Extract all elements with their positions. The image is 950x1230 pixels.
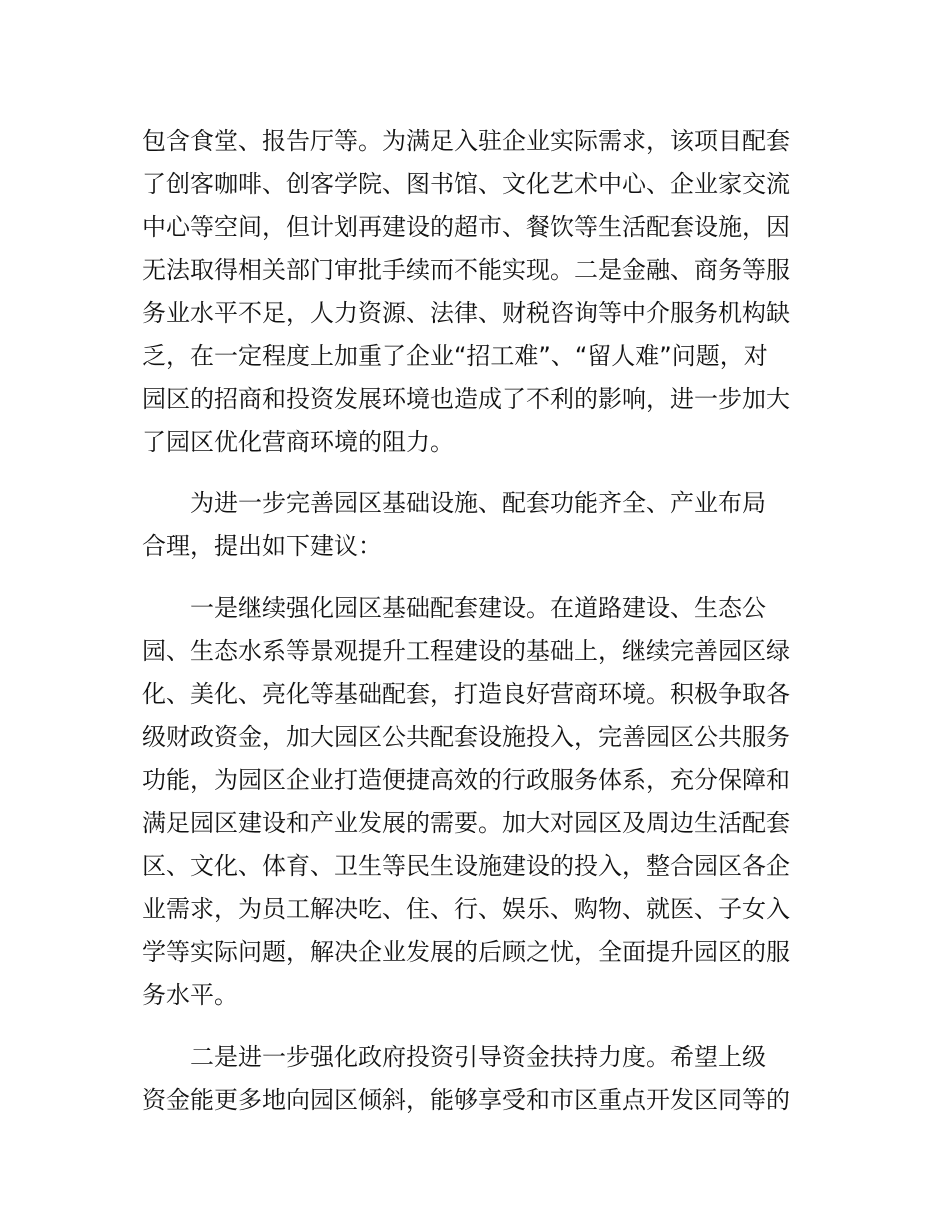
text-line: 园区的招商和投资发展环境也造成了不利的影响，进一步加大 bbox=[142, 385, 790, 413]
text-line: 了创客咖啡、创客学院、图书馆、文化艺术中心、企业家交流 bbox=[142, 170, 790, 198]
paragraph-first-line: 为进一步完善园区基础设施、配套功能齐全、产业布局 bbox=[190, 489, 766, 517]
text-line: 了园区优化营商环境的阻力。 bbox=[142, 428, 454, 456]
paragraph-first-line: 二是进一步强化政府投资引导资金扶持力度。希望上级 bbox=[190, 1043, 766, 1071]
text-line: 区、文化、体育、卫生等民生设施建设的投入，整合园区各企 bbox=[142, 852, 790, 880]
text-line: 合理，提出如下建议： bbox=[142, 532, 382, 560]
text-line: 务业水平不足，人力资源、法律、财税咨询等中介服务机构缺 bbox=[142, 299, 790, 327]
text-line: 务水平。 bbox=[142, 981, 238, 1009]
text-line: 业需求，为员工解决吃、住、行、娱乐、购物、就医、子女入 bbox=[142, 895, 790, 923]
text-line: 学等实际问题，解决企业发展的后顾之忧，全面提升园区的服 bbox=[142, 938, 790, 966]
text-line: 化、美化、亮化等基础配套，打造良好营商环境。积极争取各 bbox=[142, 680, 790, 708]
text-line: 资金能更多地向园区倾斜，能够享受和市区重点开发区同等的 bbox=[142, 1086, 790, 1114]
text-line: 乏，在一定程度上加重了企业“招工难”、“留人难”问题，对 bbox=[142, 342, 768, 370]
text-line: 中心等空间，但计划再建设的超市、餐饮等生活配套设施，因 bbox=[142, 213, 790, 241]
text-line: 包含食堂、报告厅等。为满足入驻企业实际需求，该项目配套 bbox=[142, 127, 790, 155]
text-line: 级财政资金，加大园区公共配套设施投入，完善园区公共服务 bbox=[142, 723, 790, 751]
paragraph-first-line: 一是继续强化园区基础配套建设。在道路建设、生态公 bbox=[190, 594, 766, 622]
text-line: 功能，为园区企业打造便捷高效的行政服务体系，充分保障和 bbox=[142, 766, 790, 794]
text-line: 满足园区建设和产业发展的需要。加大对园区及周边生活配套 bbox=[142, 809, 790, 837]
text-line: 无法取得相关部门审批手续而不能实现。二是金融、商务等服 bbox=[142, 256, 790, 284]
text-line: 园、生态水系等景观提升工程建设的基础上，继续完善园区绿 bbox=[142, 637, 790, 665]
